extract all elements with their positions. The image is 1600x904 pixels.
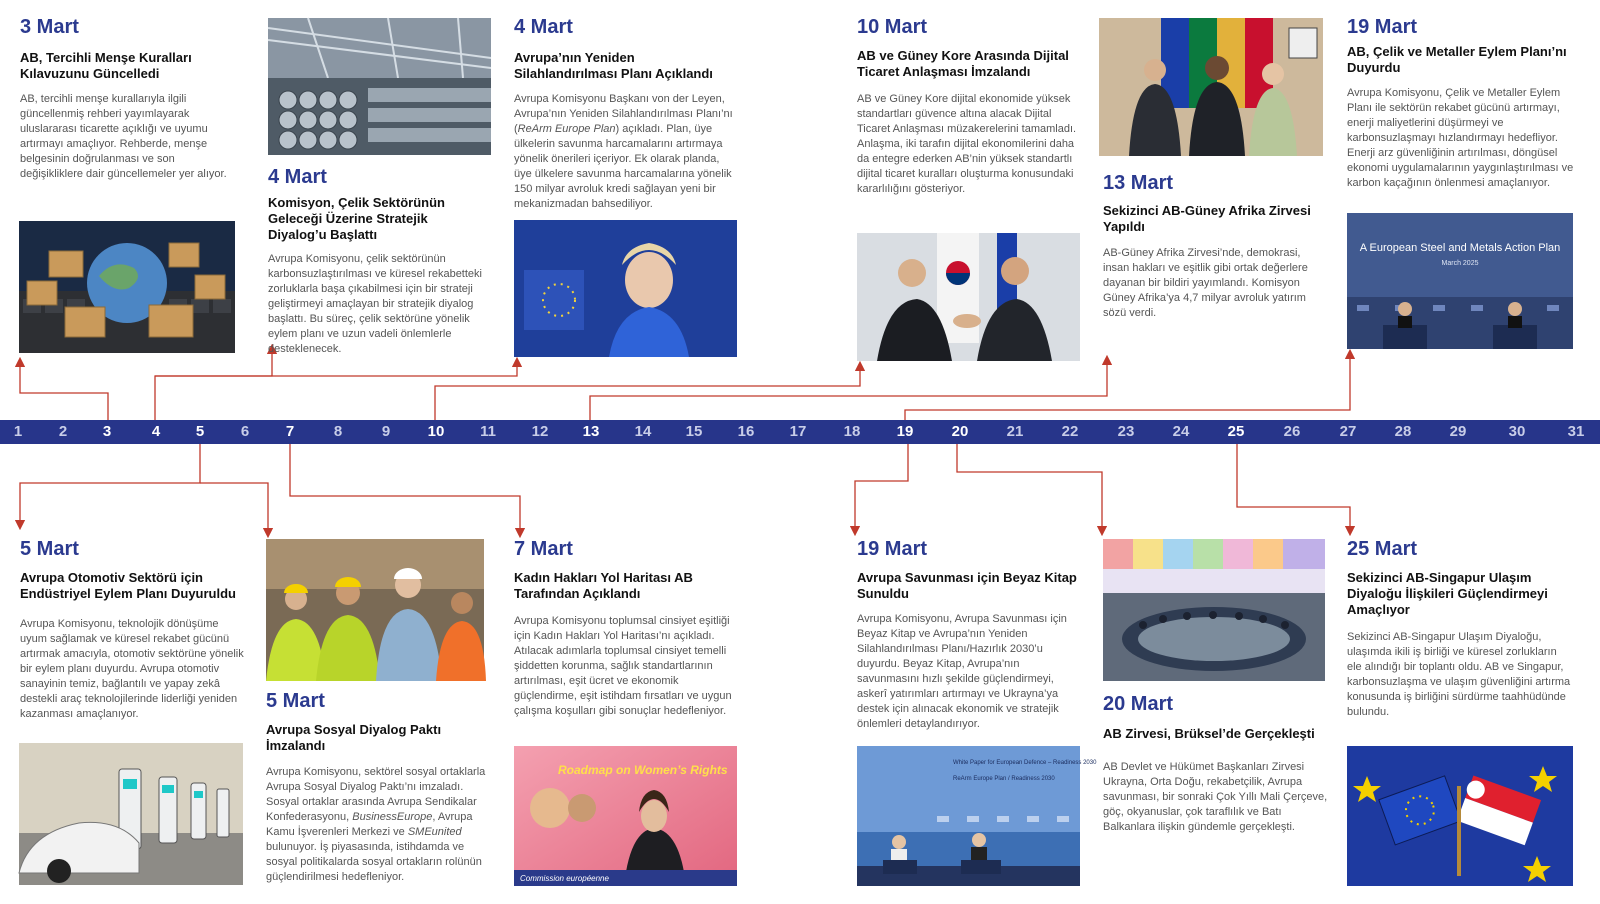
image-caption: A European Steel and Metals Action Plan <box>1359 242 1561 254</box>
day-31: 31 <box>1567 423 1585 440</box>
event-body: Avrupa Komisyonu, sektörel sosyal ortaklarla Avrupa Sosyal Diyalog Paktı’nı imzaladı. Sosyal ortaklar arasında Avrupa Sendikalar Konfederasyonu, BusinessEurope, Avrupa Kamu İşverenleri Merkezi ve SMEunited bulunuyor. İş piyasasında, istihdamda ve sosyal politikalarda sosyal ortakların rolünün güçlendirilmesi hedefleniyor. <box>266 766 486 883</box>
day-19: 19 <box>896 423 914 440</box>
event-title: Avrupa’nın Yeniden Silahlandırılması Planı Açıklandı <box>514 50 713 81</box>
event-body: AB-Güney Afrika Zirvesi’nde, demokrasi, insan hakları ve eşitlik gibi ortak değerlere dayanan bir bildiri yayımlandı. Komisyon Güney Afrika’ya 4,7 milyar avroluk yatırım sözü verdi. <box>1103 247 1308 319</box>
event-date: 5 Mart <box>266 690 325 712</box>
event-title: Sekizinci AB-Singapur Ulaşım Diyaloğu İlişkileri Güçlendirmeyi Amaçlıyor <box>1347 570 1548 617</box>
event-date: 19 Mart <box>1347 16 1418 38</box>
day-18: 18 <box>843 423 861 440</box>
day-26: 26 <box>1283 423 1301 440</box>
event-date: 4 Mart <box>514 16 573 38</box>
day-3: 3 <box>102 423 112 440</box>
event-date: 13 Mart <box>1103 172 1174 194</box>
connector-13 <box>590 360 1107 420</box>
image-caption: Roadmap on Women’s Rights <box>558 763 728 777</box>
day-4: 4 <box>151 423 161 440</box>
day-5: 5 <box>195 423 205 440</box>
event-image-white-paper-press <box>857 746 1097 886</box>
image-subcaption: March 2025 <box>1441 260 1479 267</box>
day-16: 16 <box>737 423 755 440</box>
event-image-speaker <box>514 220 737 357</box>
event-body: Avrupa Komisyonu, Çelik ve Metaller Eylem Planı ile sektörün rekabet gücünü artırmayı, enerji maliyetlerini düşürmeyi ve karbonsuzlaşmayı hızlandırmayı hedefliyor. Enerji arz güvenliğinin artırılması, döngüsel ekonomi uygulamalarının yaygınlaştırılması ve karbon kaçağının önlenmesi amaçlanıyor. <box>1347 87 1574 189</box>
day-17: 17 <box>789 423 807 440</box>
day-1: 1 <box>13 423 23 440</box>
event-body: Avrupa Komisyonu Başkanı von der Leyen, Avrupa’nın Yeniden Silahlandırılması Planı’nı (ReArm Europe Plan) açıkladı. Plan, üye ülkelerin savunma harcamalarını artırmaya yönelik önerileri içeriyor. Ek olarak planda, üye ülkelere savunma harcamalarına yönelik 150 milyar avroluk kredi sağlayan yeni bir mekanizmadan bahsediliyor. <box>514 93 733 210</box>
event-image-roadmap-presentation <box>514 746 737 886</box>
event-title: Kadın Hakları Yol Haritası AB Tarafından Açıklandı <box>514 570 693 601</box>
day-27: 27 <box>1339 423 1357 440</box>
event-image-steel-pipes <box>268 18 491 155</box>
day-6: 6 <box>240 423 250 440</box>
day-30: 30 <box>1508 423 1526 440</box>
event-body: Avrupa Komisyonu, teknolojik dönüşüme uyum sağlamak ve küresel rekabet gücünü artırmak amacıyla, otomotiv sektörüne yönelik bir eylem planı duyurdu. Avrupa otomotiv sanayinin temiz, bağlantılı ve yapay zekâ destekli araç teknolojilerinde liderliği yeniden kazanması amaçlanıyor. <box>20 618 244 720</box>
event-date: 5 Mart <box>20 538 79 560</box>
event-title: AB Zirvesi, Brüksel’de Gerçekleşti <box>1103 726 1315 741</box>
day-25: 25 <box>1227 423 1245 440</box>
event-title: Sekizinci AB-Güney Afrika Zirvesi Yapıldı <box>1103 203 1311 234</box>
day-11: 11 <box>480 423 496 440</box>
connector-19b <box>855 444 908 531</box>
event-title: AB, Çelik ve Metaller Eylem Planı’nı Duyurdu <box>1347 44 1567 75</box>
day-20: 20 <box>951 423 969 440</box>
event-image-ev-charging <box>19 743 243 885</box>
event-date: 19 Mart <box>857 538 928 560</box>
event-image-steel-plan-press <box>1347 213 1573 349</box>
event-title: Avrupa Savunması için Beyaz Kitap Sunuldu <box>857 570 1077 601</box>
event-image-globe-parcels <box>19 221 235 353</box>
event-image-summit-table <box>1103 539 1325 681</box>
event-title: Avrupa Sosyal Diyalog Paktı İmzalandı <box>266 722 442 753</box>
event-date: 4 Mart <box>268 166 327 188</box>
connector-5 <box>20 444 200 525</box>
day-7: 7 <box>285 423 295 440</box>
event-image-handshake <box>857 233 1080 361</box>
day-14: 14 <box>634 423 652 440</box>
connector-5b <box>200 483 268 533</box>
connector-10 <box>435 366 860 420</box>
event-date: 7 Mart <box>514 538 573 560</box>
event-date: 10 Mart <box>857 16 928 38</box>
image-subcaption: Commission européenne <box>520 874 609 883</box>
day-23: 23 <box>1117 423 1135 440</box>
event-body: Sekizinci AB-Singapur Ulaşım Diyaloğu, ulaşımda ikili iş birliği ve küresel zorlukların ele alındığı bir toplantı oldu. AB ve Singapur, karbonsuzlaşma ve ulaşım güvenliğini artırma konusunda iş birliğini sürdürme taahhüdünde bulundu. <box>1347 631 1571 718</box>
event-body: AB ve Güney Kore dijital ekonomide yüksek standartları güvence altına alacak Dijital Ticaret Anlaşması müzakerelerini tamamladı. Anlaşma, iki tarafın dijital ekonomilerini daha da entegre ederken AB’nin yüksek standartlı dijital ticaret kuralları oluşturma konusundaki kararlılığını gösteriyor. <box>857 93 1077 195</box>
connector-19a <box>905 354 1350 420</box>
event-body: Avrupa Komisyonu toplumsal cinsiyet eşitliği için Kadın Hakları Yol Haritası’nı açıkladı. Atılacak adımlarla toplumsal cinsiyet temelli şiddetten korunma, sağlık standartlarının artırılması, eşit ücret ve ekonomik güçlendirme, eşit istihdam fırsatları ve uygun çalışma koşulları gibi sonuçlar hedefleniyor. <box>514 615 732 717</box>
event-body: Avrupa Komisyonu, çelik sektörünün karbonsuzlaştırılması ve küresel rekabetteki zorluklarla başa çıkabilmesi için bir strateji geliştirmeyi amaçlayan bir stratejik diyalog başlattı. Bu süreç, çelik sektörüne yönelik eylem planı ve uzun vadeli önlemlerle desteklenecek. <box>268 253 482 355</box>
event-title: Avrupa Otomotiv Sektörü için Endüstriyel Eylem Planı Duyuruldu <box>20 570 236 601</box>
event-body: AB, tercihli menşe kurallarıyla ilgili güncellenmiş rehberi yayımlayarak uluslararası ticarette açıklığı ve uyumu artırmayı amaçlıyor. Rehberde, menşe belgesinin doğrulanması ve son değişikliklere dair güncellemeler yer alıyor. <box>20 93 227 180</box>
event-title: AB ve Güney Kore Arasında Dijital Ticaret Anlaşması İmzalandı <box>857 48 1069 79</box>
connector-20 <box>957 444 1102 531</box>
day-13: 13 <box>582 423 600 440</box>
day-15: 15 <box>685 423 703 440</box>
event-image-eu-singapore-flags <box>1347 746 1573 886</box>
day-9: 9 <box>381 423 391 440</box>
connector-4b <box>155 362 517 376</box>
event-date: 20 Mart <box>1103 693 1174 715</box>
day-22: 22 <box>1061 423 1079 440</box>
day-21: 21 <box>1006 423 1024 440</box>
day-10: 10 <box>427 423 445 440</box>
connector-3 <box>20 362 108 420</box>
image-caption: White Paper for European Defence – Readiness 2030 <box>953 760 1097 766</box>
day-12: 12 <box>531 423 549 440</box>
image-subcaption: ReArm Europe Plan / Readiness 2030 <box>953 776 1055 782</box>
day-24: 24 <box>1172 423 1190 440</box>
day-28: 28 <box>1394 423 1412 440</box>
event-image-workers <box>266 539 484 681</box>
connector-25 <box>1237 444 1350 531</box>
event-title: Komisyon, Çelik Sektörünün Geleceği Üzerine Stratejik Diyalog’u Başlattı <box>268 195 445 242</box>
event-date: 3 Mart <box>20 16 79 38</box>
connector-4a <box>155 349 272 420</box>
day-29: 29 <box>1449 423 1467 440</box>
event-date: 25 Mart <box>1347 538 1418 560</box>
event-title: AB, Tercihli Menşe Kuralları Kılavuzunu Güncelledi <box>20 50 192 81</box>
day-2: 2 <box>58 423 68 440</box>
day-8: 8 <box>333 423 343 440</box>
connector-7 <box>290 444 520 533</box>
event-image-leaders <box>1099 18 1323 156</box>
event-body: AB Devlet ve Hükümet Başkanları Zirvesi Ukrayna, Orta Doğu, rekabetçilik, Avrupa savunması, bir sonraki Çok Yıllı Mali Çerçeve, göç, okyanuslar, çok taraflılık ve Batı Balkanlara ilişkin gündemle gerçekleşti. <box>1103 761 1328 833</box>
event-body: Avrupa Komisyonu, Avrupa Savunması için Beyaz Kitap ve Avrupa’nın Yeniden Silahlandırılması Planı/Hazırlık 2030’u duyurdu. Beyaz Kitap, Avrupa’nın savunmasını hızlı şekilde güçlendirmeyi, askerî yatırımları artırmayı ve Ukrayna’ya destek için alınacak ekonomik ve stratejik önlemleri detaylandırıyor. <box>857 613 1067 730</box>
